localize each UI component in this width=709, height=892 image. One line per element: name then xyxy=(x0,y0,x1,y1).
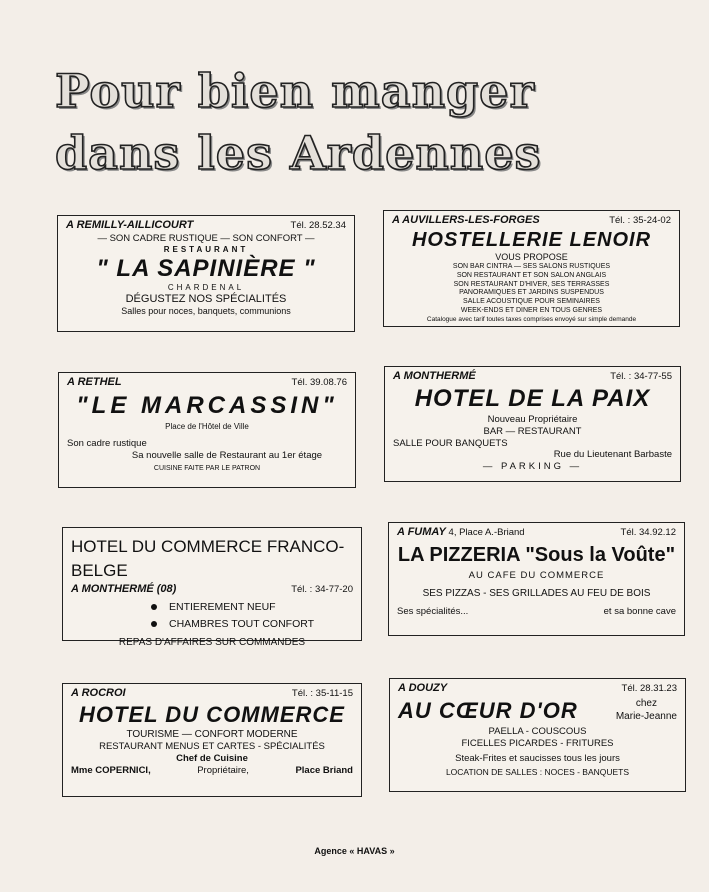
ad-line: REPAS D'AFFAIRES SUR COMMANDES xyxy=(118,637,306,648)
ad-line: BAR — RESTAURANT xyxy=(483,425,582,437)
ad-la-pizzeria xyxy=(388,522,685,636)
ad-line: AU CAFE DU COMMERCE xyxy=(468,569,605,581)
ad-line: Ses spécialités... xyxy=(397,606,469,618)
ad-line xyxy=(71,601,353,614)
ad-line: SON RESTAURANT D'HIVER, SES TERRASSES xyxy=(453,280,610,288)
ad-name: LA PIZZERIA "Sous la Voûte" xyxy=(397,543,676,566)
ad-location: A AUVILLERS-LES-FORGES xyxy=(392,214,540,226)
ad-hostellerie-lenoir xyxy=(383,210,680,327)
ad-line: — PARKING — xyxy=(482,461,583,473)
ad-location: A REMILLY-AILLICOURT xyxy=(66,219,194,231)
ad-phone: Tél. 28.31.23 xyxy=(621,683,677,694)
ad-phone: Tél. 34.92.12 xyxy=(620,527,676,538)
ad-line: Propriétaire, xyxy=(197,765,249,776)
ad-name: AU CŒUR D'OR xyxy=(398,697,578,723)
ad-line: Rue du Lieutenant Barbaste xyxy=(553,449,672,461)
ad-name: HOTEL DU COMMERCE xyxy=(79,701,345,727)
ad-location: A MONTHERMÉ (08) xyxy=(71,583,177,595)
ad-line: SON BAR CINTRA — SES SALONS RUSTIQUES xyxy=(452,263,611,270)
ad-name: HOSTELLERIE LENOIR xyxy=(411,228,652,251)
ad-line: TOURISME — CONFORT MODERNE xyxy=(126,728,298,740)
ad-line: et sa bonne cave xyxy=(603,606,676,618)
ad-line: WEEK-ENDS ET DINER EN TOUS GENRES xyxy=(460,306,603,314)
ad-phone: Tél. : 34-77-55 xyxy=(610,371,672,382)
ad-line: Steak-Frites et saucisses tous les jours xyxy=(455,752,620,764)
ad-phone: Tél. : 35-24-02 xyxy=(609,215,671,226)
ad-name: HOTEL DU COMMERCE FRANCO-BELGE xyxy=(71,537,345,580)
ad-phone: Tél. 28.52.34 xyxy=(290,220,346,231)
ad-au-coeur-dor xyxy=(389,678,686,792)
ad-line: CUISINE FAITE PAR LE PATRON xyxy=(153,464,261,472)
ad-phone: Tél. 39.08.76 xyxy=(291,377,347,388)
ad-hotel-du-commerce-franco-belge xyxy=(62,527,362,648)
ad-name: " LA SAPINIÈRE " xyxy=(96,254,316,282)
ad-le-marcassin xyxy=(58,372,356,488)
ad-phone: Tél. : 35-11-15 xyxy=(291,688,353,699)
ad-line xyxy=(71,618,353,631)
ad-phone: Tél. : 34-77-20 xyxy=(291,584,353,595)
ad-line: — SON CADRE RUSTIQUE — SON CONFORT — xyxy=(97,232,315,244)
ad-line: DÉGUSTEZ NOS SPÉCIALITÉS xyxy=(125,292,287,305)
ad-line: Place Briand xyxy=(295,765,353,776)
ad-location: A MONTHERMÉ xyxy=(393,370,476,382)
bullet-icon xyxy=(151,621,157,627)
ad-line: Salles pour noces, banquets, communions xyxy=(121,306,291,317)
ad-la-sapiniere xyxy=(57,215,355,332)
ad-line: RESTAURANT xyxy=(163,244,249,254)
ad-line: SON RESTAURANT ET SON SALON ANGLAIS xyxy=(456,271,607,279)
ad-hotel-de-la-paix xyxy=(384,366,681,482)
page-title xyxy=(55,60,615,184)
ad-hotel-du-commerce-rocroi xyxy=(62,683,362,797)
ad-line: CHARDENAL xyxy=(167,282,245,292)
ad-line: PANORAMIQUES ET JARDINS SUSPENDUS xyxy=(459,289,604,297)
ad-location: A ROCROI xyxy=(71,687,126,699)
ad-address: 4, Place A.-Briand xyxy=(448,527,525,538)
ad-line: Place de l'Hôtel de Ville xyxy=(165,421,249,431)
title-line-1: Pour bien manger xyxy=(55,64,535,118)
ad-name: "LE MARCASSIN" xyxy=(76,391,338,419)
ad-line: SALLE POUR BANQUETS xyxy=(393,437,508,449)
ad-line: SALLE ACOUSTIQUE POUR SEMINAIRES xyxy=(463,298,600,305)
ad-chez-label: chez xyxy=(635,698,657,710)
ad-chez-name: Marie-Jeanne xyxy=(615,710,677,722)
ad-line-text: ENTIEREMENT NEUF xyxy=(169,600,276,613)
ad-line: LOCATION DE SALLES : NOCES - BANQUETS xyxy=(445,767,630,778)
ad-line: FICELLES PICARDES - FRITURES xyxy=(461,737,614,749)
ad-line: Nouveau Propriétaire xyxy=(487,413,578,425)
ad-line: Catalogue avec tarif toutes taxes comprises envoyé sur simple demande xyxy=(426,315,637,323)
ad-location: A FUMAY xyxy=(397,526,446,538)
title-line-2: dans les Ardennes xyxy=(55,126,542,180)
ad-line: RESTAURANT MENUS ET CARTES - SPÉCIALITÉS xyxy=(99,741,325,753)
ad-line-text: CHAMBRES TOUT CONFORT xyxy=(169,617,315,630)
ad-line: Son cadre rustique xyxy=(67,437,147,449)
ad-line: Mme COPERNICI, xyxy=(71,765,151,776)
ad-location: A RETHEL xyxy=(67,376,122,388)
bullet-icon xyxy=(151,604,157,610)
footer-agency: Agence « HAVAS » xyxy=(314,846,395,856)
ad-location: A DOUZY xyxy=(398,682,448,694)
ad-line: SES PIZZAS - SES GRILLADES AU FEU DE BOIS xyxy=(422,587,651,599)
ad-chez xyxy=(616,698,677,723)
ad-line: PAELLA - COUSCOUS xyxy=(488,725,587,737)
ad-name: HOTEL DE LA PAIX xyxy=(414,384,651,412)
ad-line: Sa nouvelle salle de Restaurant au 1er étage xyxy=(131,449,323,461)
ad-line: VOUS PROPOSE xyxy=(495,251,568,262)
ad-line: Chef de Cuisine xyxy=(176,753,248,765)
